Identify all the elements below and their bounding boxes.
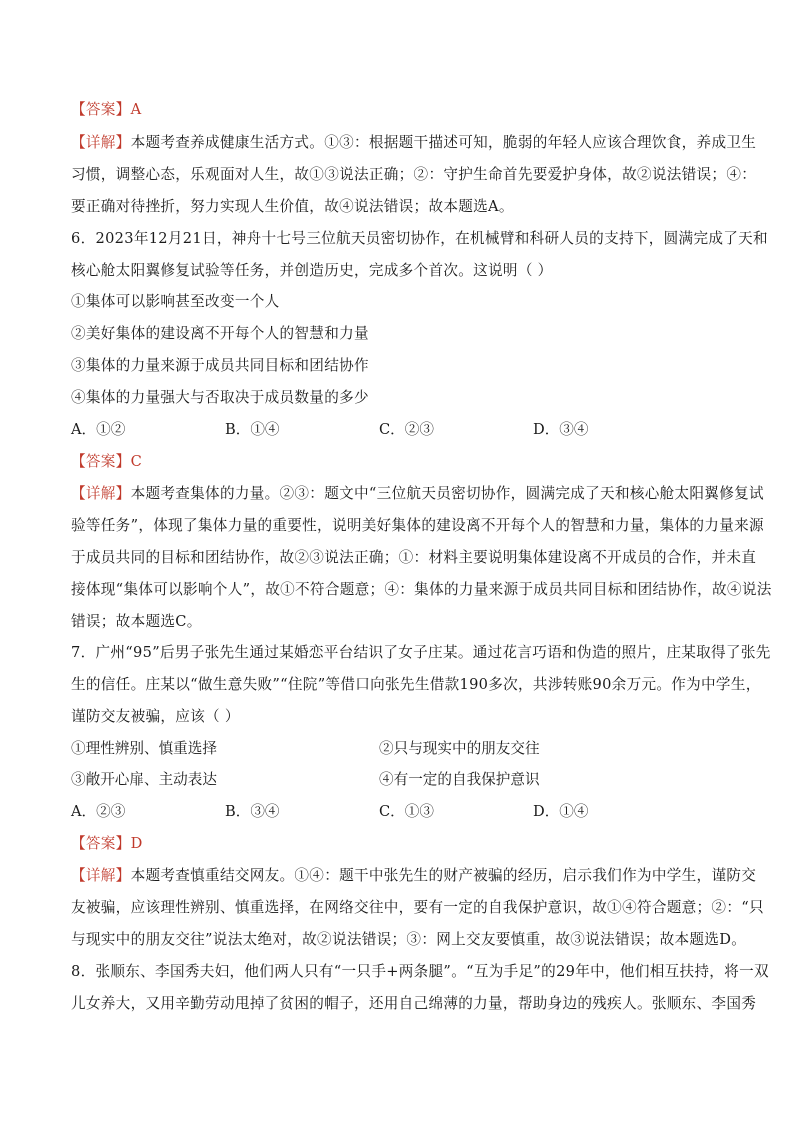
q8-stem-line-2: 儿女养大，又用辛勤劳动甩掉了贫困的帽子，还用自己绵薄的力量，帮助身边的残疾人。张顺东、李国秀 <box>71 995 757 1012</box>
detail-label: 【详解】 <box>71 134 131 151</box>
q7-statement-1: ①理性辨别、慎重选择 <box>71 740 217 757</box>
q6-stem-line-2: 核心舱太阳翼修复试验等任务，并创造历史，完成多个首次。这说明（ ） <box>71 262 553 279</box>
q7-stem-line-3: 谨防交友被骗，应该（ ） <box>71 708 240 725</box>
detail-text: 本题考查慎重结交网友。①④：题干中张先生的财产被骗的经历，启示我们作为中学生，谨防交 <box>130 867 757 884</box>
q7-detail-line-1 <box>71 866 757 886</box>
detail-label: 【详解】 <box>71 867 131 884</box>
q7-statement-4: ④有一定的自我保护意识 <box>379 771 540 788</box>
q6-option-a: A．①② <box>71 421 126 438</box>
q7-detail-line-2: 友被骗，应该理性辨别、慎重选择，在网络交往中，要有一定的自我保护意识，故①④符合题意；②：“只 <box>71 899 764 916</box>
q7-option-c: C．①③ <box>379 803 434 820</box>
q7-option-d: D．①④ <box>533 803 589 820</box>
q6-statement-1: ①集体可以影响甚至改变一个人 <box>71 293 280 310</box>
detail-text: 本题考查集体的力量。②③：题文中“三位航天员密切协作，圆满完成了天和核心舱太阳翼修复试 <box>130 485 764 502</box>
answer-value: A <box>130 101 142 118</box>
q6-detail-line-5: 错误；故本题选C。 <box>71 613 202 630</box>
q6-detail-line-2: 验等任务”，体现了集体力量的重要性，说明美好集体的建设离不开每个人的智慧和力量，集体的力量来源 <box>71 517 764 534</box>
q6-statement-4: ④集体的力量强大与否取决于成员数量的多少 <box>71 389 369 406</box>
q6-option-d: D．③④ <box>533 421 589 438</box>
q6-option-c: C．②③ <box>379 421 434 438</box>
q7-option-a: A．②③ <box>71 803 126 820</box>
q6-statement-3: ③集体的力量来源于成员共同目标和团结协作 <box>71 357 369 374</box>
q7-answer <box>71 834 731 854</box>
q6-detail-line-1 <box>71 484 764 504</box>
q5-answer <box>71 100 731 120</box>
q5-detail-line-1 <box>71 133 757 153</box>
q6-detail-line-3: 于成员共同的目标和团结协作，故②③说法正确；①：材料主要说明集体建设离不开成员的合作，并未直 <box>71 549 757 566</box>
answer-value: C <box>130 453 143 470</box>
q6-stem-line-1: 6．2023年12月21日，神舟十七号三位航天员密切协作，在机械臂和科研人员的支持下，圆满完成了天和 <box>71 230 768 247</box>
q5-detail-line-2: 习惯，调整心态，乐观面对人生，故①③说法正确；②：守护生命首先要爱护身体，故②说法错误；④： <box>71 166 757 183</box>
q8-stem-line-1: 8．张顺东、李国秀夫妇，他们两人只有“一只手+两条腿”。“互为手足”的29年中，他们相互扶持，将一双 <box>71 963 769 980</box>
q7-statement-3: ③敞开心扉、主动表达 <box>71 771 217 788</box>
q6-answer <box>71 452 731 472</box>
q6-option-b: B．①④ <box>225 421 280 438</box>
q6-statement-2: ②美好集体的建设离不开每个人的智慧和力量 <box>71 325 369 342</box>
answer-value: D <box>130 835 143 852</box>
answer-label: 【答案】 <box>71 835 131 852</box>
q7-detail-line-3: 与现实中的朋友交往”说法太绝对，故②说法错误；③：网上交友要慎重，故③说法错误；故本题选D。 <box>71 931 747 948</box>
q5-detail-line-3: 要正确对待挫折，努力实现人生价值，故④说法错误；故本题选A。 <box>71 198 514 215</box>
q7-stem-line-2: 生的信任。庄某以“做生意失败”“住院”等借口向张先生借款190多次，共涉转账90余万元。作为中学生， <box>71 676 761 693</box>
answer-label: 【答案】 <box>71 453 131 470</box>
detail-text: 本题考查养成健康生活方式。①③：根据题干描述可知，脆弱的年轻人应该合理饮食，养成卫生 <box>130 134 757 151</box>
q7-stem-line-1: 7．广州“95”后男子张先生通过某婚恋平台结识了女子庄某。通过花言巧语和伪造的照片，庄某取得了张先 <box>71 644 771 661</box>
q7-option-b: B．③④ <box>225 803 280 820</box>
q7-statement-2: ②只与现实中的朋友交往 <box>379 740 540 757</box>
detail-label: 【详解】 <box>71 485 131 502</box>
q6-detail-line-4: 接体现“集体可以影响个人”，故①不符合题意；④：集体的力量来源于成员共同目标和团结协作，故④说法 <box>71 581 772 598</box>
answer-label: 【答案】 <box>71 101 131 118</box>
